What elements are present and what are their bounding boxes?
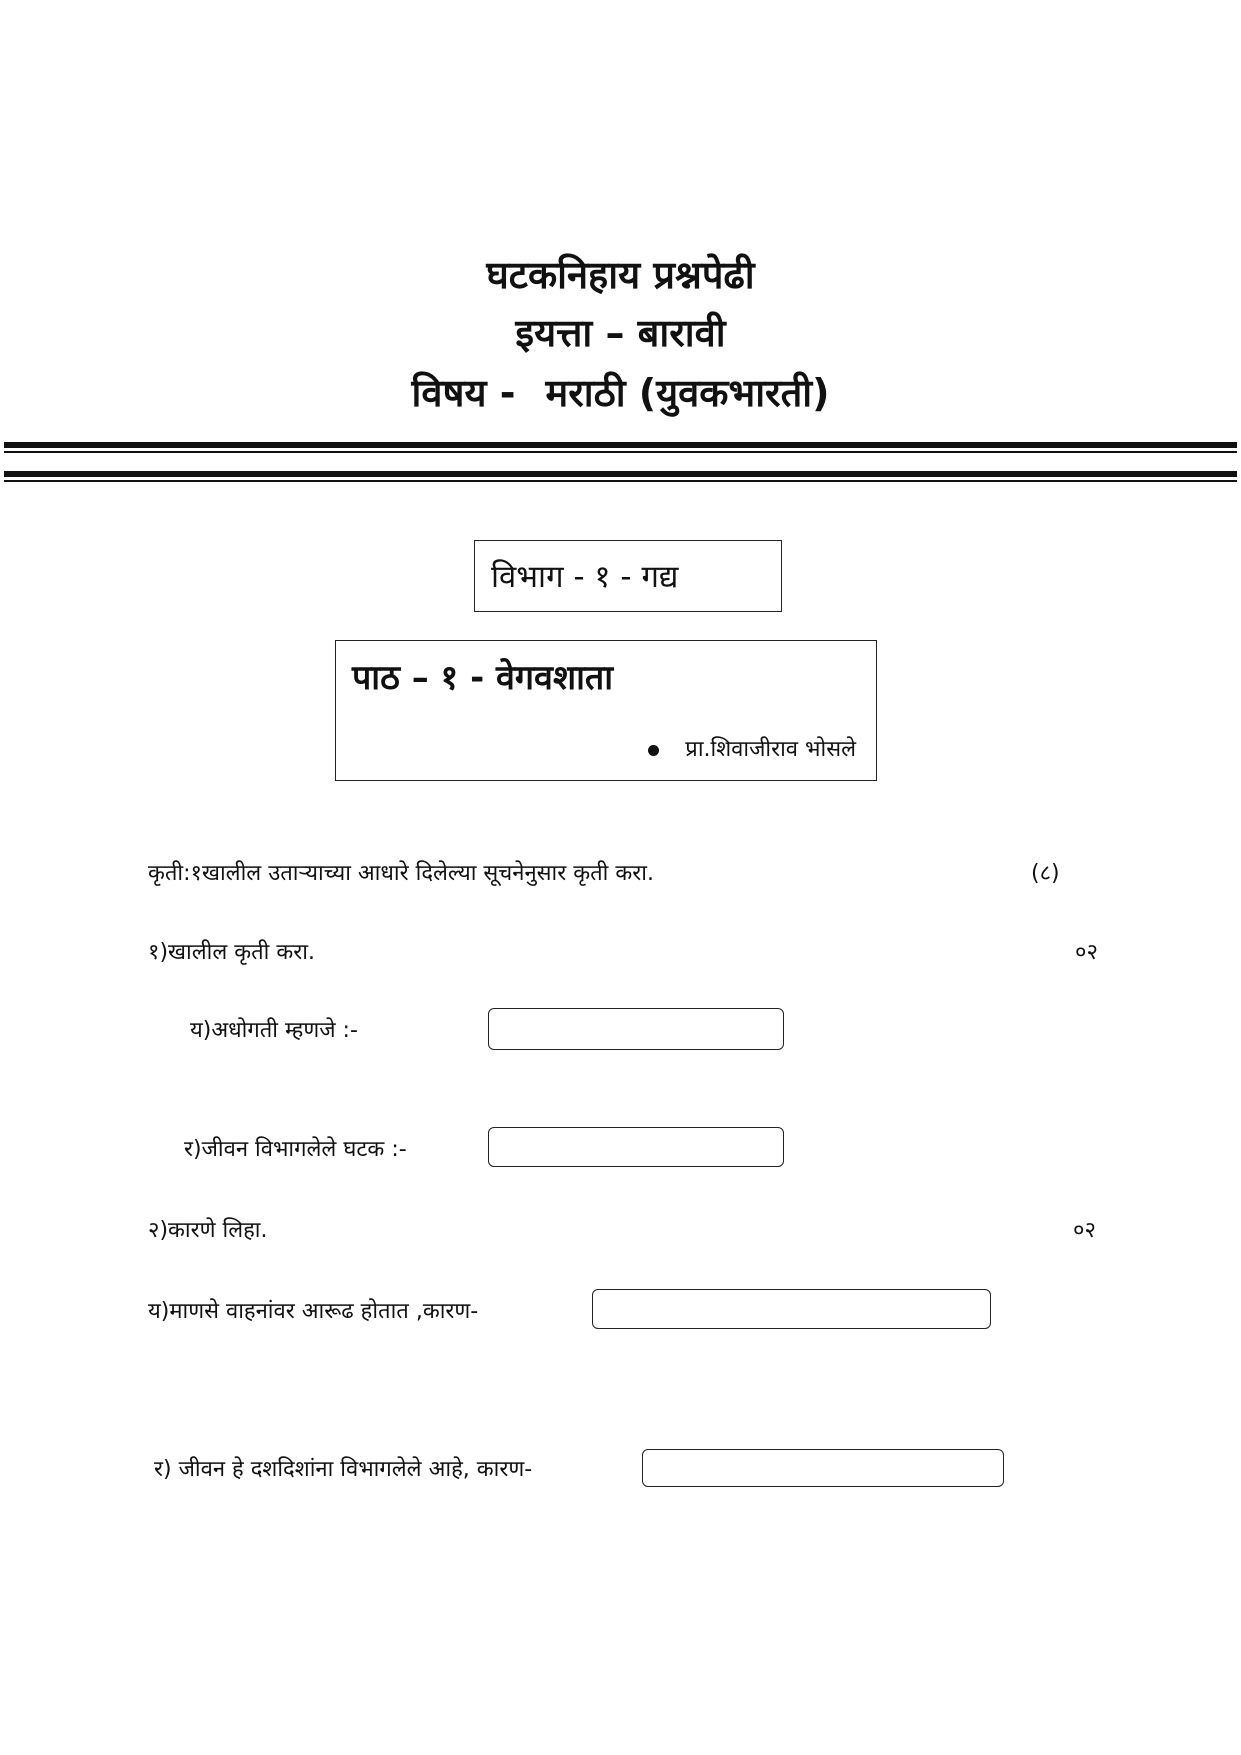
question-1a-answer-box[interactable] — [488, 1008, 784, 1050]
question-1-label: १)खालील कृती करा. — [148, 940, 315, 965]
question-2-marks: ०२ — [1073, 1218, 1096, 1243]
subject-line — [0, 366, 1241, 418]
question-1a-prompt: य)अधोगती म्हणजे :- — [190, 1018, 358, 1043]
question-2b-answer-box[interactable] — [642, 1449, 1004, 1487]
question-1b-prompt: र)जीवन विभागलेले घटक :- — [184, 1137, 407, 1162]
lesson-box — [335, 640, 877, 781]
question-2b-prompt: र) जीवन हे दशदिशांना विभागलेले आहे, कारण- — [154, 1457, 533, 1482]
question-2-label: २)कारणे लिहा. — [148, 1218, 268, 1243]
class-line: इयत्ता – बारावी — [515, 311, 726, 355]
activity-marks: (८) — [1031, 861, 1060, 886]
document-title: घटकनिहाय प्रश्नपेढी — [486, 253, 755, 297]
question-1b-answer-box[interactable] — [488, 1127, 784, 1167]
section-label: विभाग - १ - गद्य — [491, 559, 679, 595]
subject-name: मराठी (युवकभारती) — [545, 371, 830, 415]
lesson-title: पाठ – १ - वेगवशाता — [352, 658, 614, 698]
header-rule-thick-bottom — [4, 471, 1237, 477]
header-rule-thick-top — [4, 442, 1237, 448]
author-name: प्रा.शिवाजीराव भोसले — [685, 737, 856, 762]
header-rule-thin-bottom — [4, 480, 1237, 482]
author-row — [648, 733, 856, 763]
header-rule-thin-top — [4, 451, 1237, 453]
question-2a-answer-box[interactable] — [592, 1289, 991, 1329]
subject-prefix: विषय - — [411, 371, 516, 415]
section-box — [474, 540, 782, 612]
bullet-icon — [648, 745, 659, 756]
question-1-marks: ०२ — [1075, 940, 1098, 965]
activity-instruction: कृती:१खालील उताऱ्याच्या आधारे दिलेल्या सूचनेनुसार कृती करा. — [148, 861, 654, 886]
question-2a-prompt: य)माणसे वाहनांवर आरूढ होतात ,कारण- — [148, 1299, 479, 1324]
